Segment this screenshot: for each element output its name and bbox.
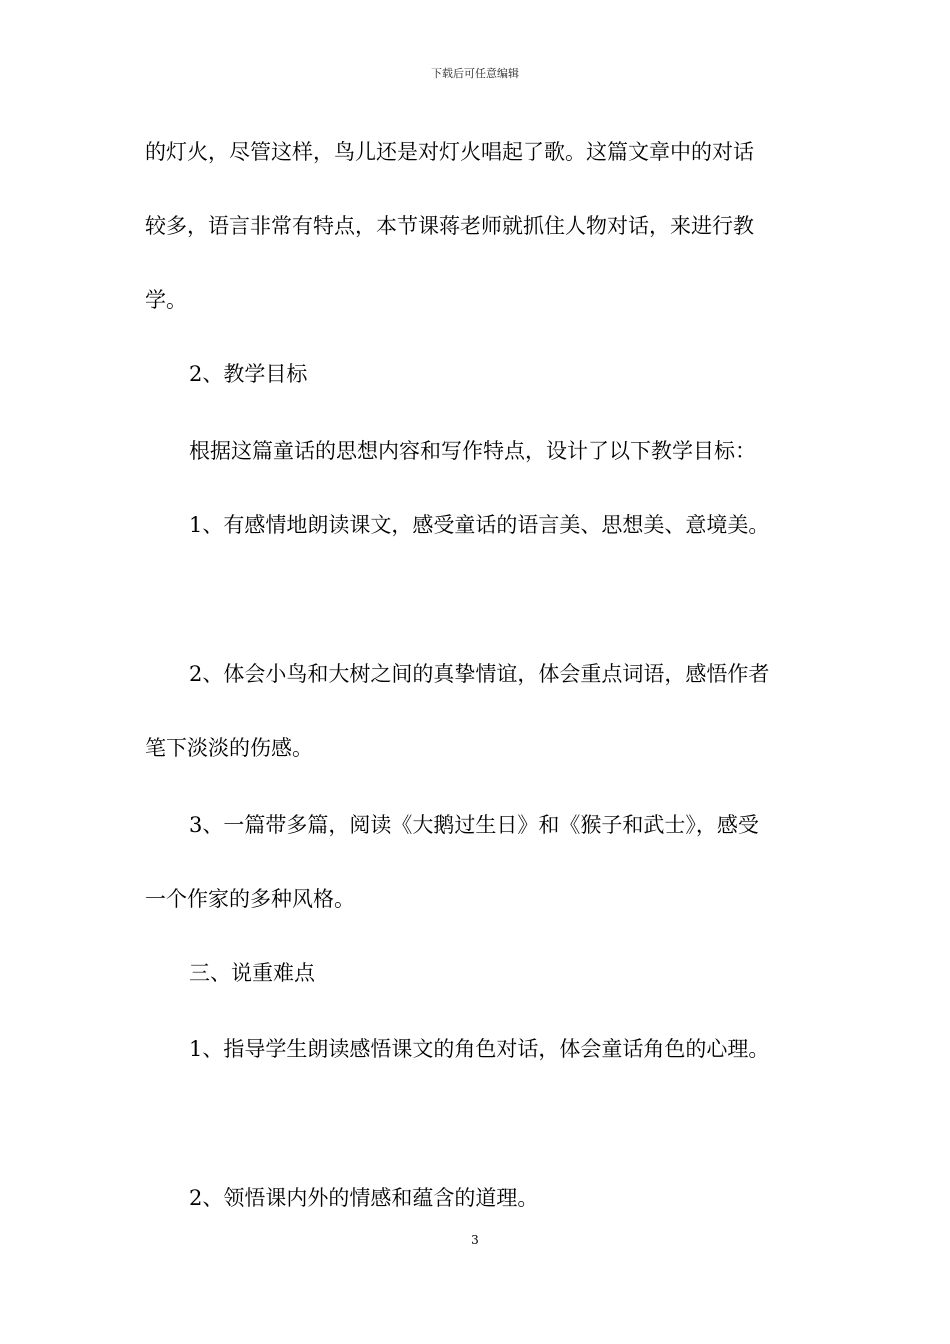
body-line: 笔下淡淡的伤感。 [145, 736, 313, 760]
section-heading: 三、说重难点 [189, 961, 315, 985]
body-line: 一个作家的多种风格。 [145, 887, 355, 911]
page-header: 下载后可任意编辑 [431, 67, 519, 80]
section-heading: 2、教学目标 [189, 362, 308, 386]
body-line: 的灯火，尽管这样，鸟儿还是对灯火唱起了歌。这篇文章中的对话 [145, 140, 754, 164]
page-number: 3 [471, 1233, 479, 1247]
list-item: 2、体会小鸟和大树之间的真挚情谊，体会重点词语，感悟作者 [189, 662, 770, 686]
list-item: 1、有感情地朗读课文，感受童话的语言美、思想美、意境美。 [189, 513, 770, 537]
body-line: 根据这篇童话的思想内容和写作特点，设计了以下教学目标： [189, 439, 756, 463]
body-line: 较多，语言非常有特点，本节课蒋老师就抓住人物对话，来进行教 [145, 214, 754, 238]
list-item: 3、一篇带多篇，阅读《大鹅过生日》和《猴子和武士》，感受 [189, 813, 759, 837]
list-item: 2、领悟课内外的情感和蕴含的道理。 [189, 1186, 539, 1210]
body-line: 学。 [145, 288, 187, 312]
list-item: 1、指导学生朗读感悟课文的角色对话，体会童话角色的心理。 [189, 1037, 770, 1061]
